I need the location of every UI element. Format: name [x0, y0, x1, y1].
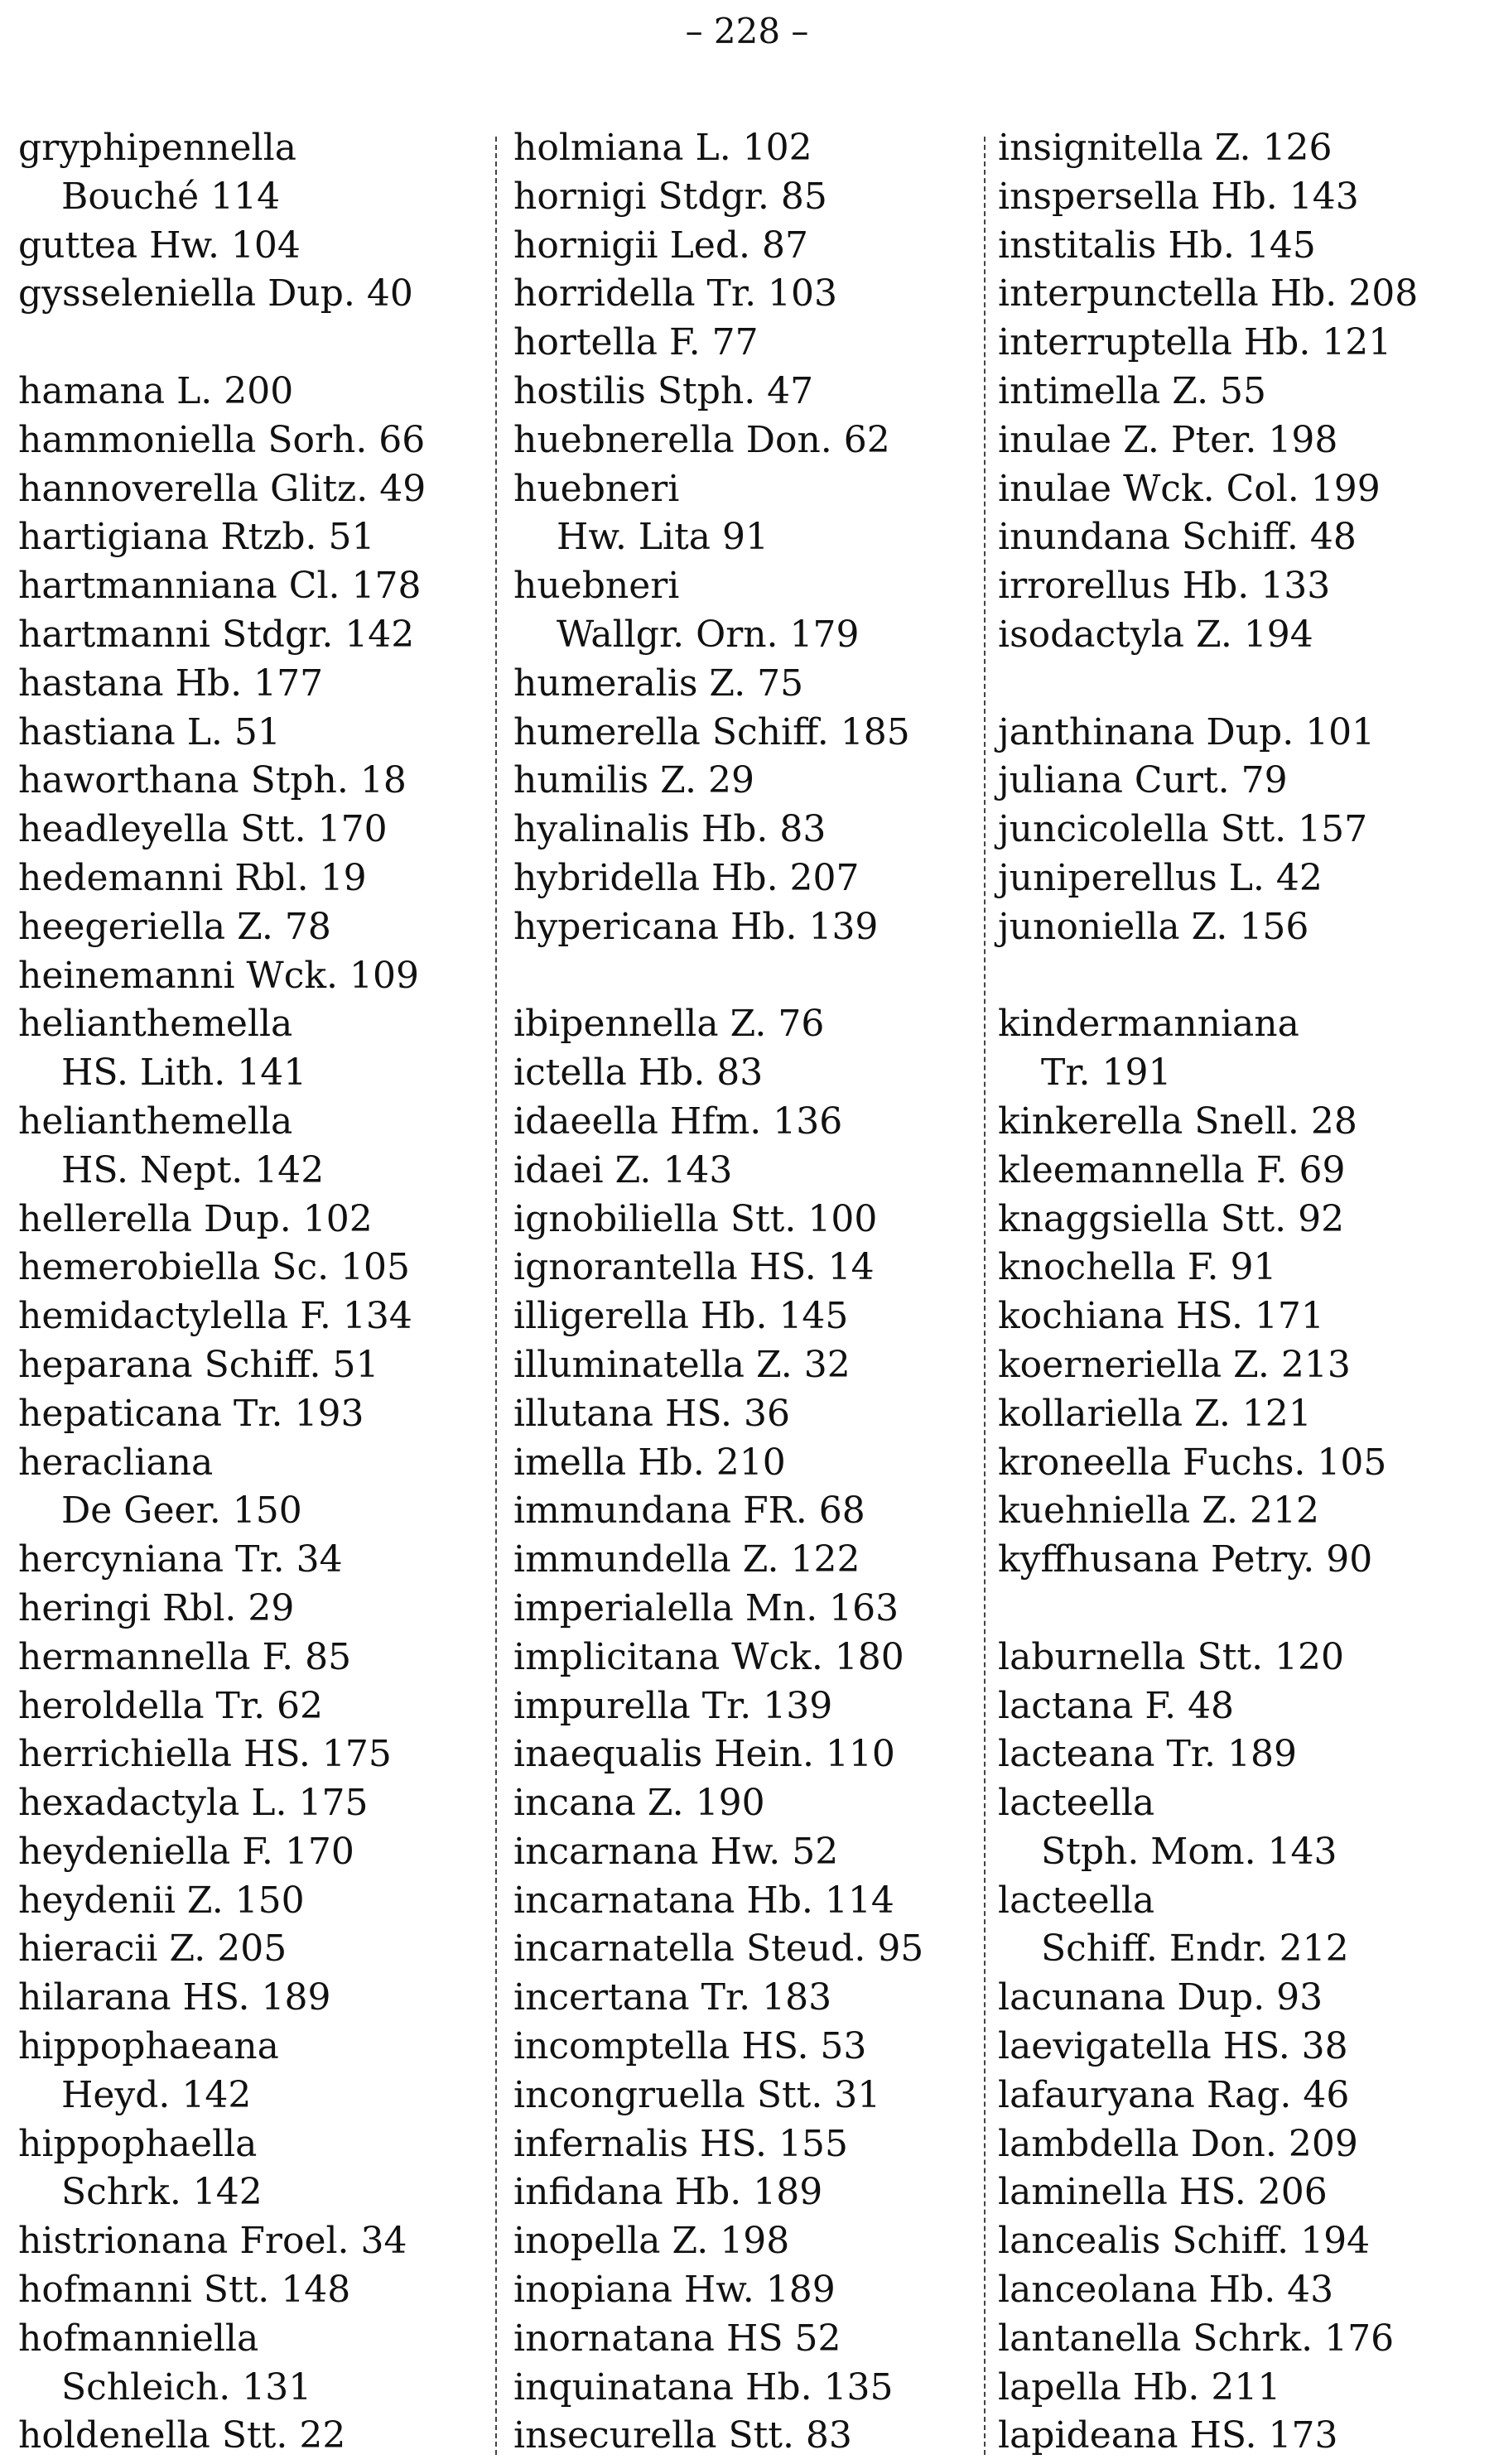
- index-entry: kochiana HS. 171: [998, 1295, 1324, 1338]
- index-entry: ignorantella HS. 14: [513, 1246, 875, 1289]
- index-entry: Schleich. 131: [61, 2365, 312, 2409]
- index-entry: incertana Tr. 183: [513, 1976, 832, 2019]
- index-entry: hammoniella Sorh. 66: [18, 418, 426, 461]
- index-entry: hyalinalis Hb. 83: [513, 808, 827, 851]
- index-entry: lambdella Don. 209: [998, 2122, 1358, 2165]
- index-entry: Stph. Mom. 143: [1041, 1830, 1337, 1873]
- index-entry: hemidactylella F. 134: [18, 1295, 412, 1338]
- index-entry: laevigatella HS. 38: [998, 2025, 1348, 2068]
- index-entry: lapella Hb. 211: [998, 2365, 1281, 2409]
- index-entry: ignobiliella Stt. 100: [513, 1197, 878, 1240]
- index-entry: hostilis Stph. 47: [513, 369, 814, 412]
- index-entry: intimella Z. 55: [998, 369, 1267, 412]
- index-entry: hamana L. 200: [18, 369, 294, 412]
- index-entry: HS. Nept. 142: [61, 1148, 325, 1191]
- index-entry: heroldella Tr. 62: [18, 1684, 324, 1727]
- index-entry: hortella F. 77: [513, 321, 759, 364]
- column-divider-right: [984, 137, 986, 2455]
- index-entry: horridella Tr. 103: [513, 272, 838, 315]
- index-entry: immundella Z. 122: [513, 1538, 860, 1581]
- index-entry: heparana Schiff. 51: [18, 1343, 379, 1386]
- index-entry: humerella Schiff. 185: [513, 710, 910, 753]
- index-entry: ibipennella Z. 76: [513, 1003, 825, 1046]
- index-entry: infidana Hb. 189: [513, 2171, 823, 2214]
- index-entry: inulae Z. Pter. 198: [998, 418, 1338, 461]
- index-column-2: [513, 124, 923, 2461]
- index-entry: insignitella Z. 126: [998, 127, 1333, 169]
- index-entry: hartmanniana Cl. 178: [18, 565, 422, 608]
- index-entry: idaeella Hfm. 136: [513, 1100, 843, 1143]
- index-entry: incarnatana Hb. 114: [513, 1879, 894, 1922]
- index-entry: hannoverella Glitz. 49: [18, 467, 427, 510]
- index-entry: lantanella Schrk. 176: [998, 2317, 1395, 2360]
- index-entry: ictella Hb. 83: [513, 1052, 764, 1095]
- index-entry: kollariella Z. 121: [998, 1392, 1312, 1435]
- index-entry: haworthana Stph. 18: [18, 759, 407, 802]
- index-entry: lacteana Tr. 189: [998, 1733, 1297, 1776]
- index-entry: lapideana HS. 173: [998, 2414, 1338, 2457]
- index-entry: hartmanni Stdgr. 142: [18, 613, 415, 656]
- index-entry: koerneriella Z. 213: [998, 1343, 1351, 1386]
- index-entry: hepaticana Tr. 193: [18, 1392, 364, 1435]
- blank-line: [18, 319, 426, 368]
- index-entry: De Geer. 150: [61, 1489, 302, 1533]
- index-entry: incomptella HS. 53: [513, 2025, 867, 2068]
- index-entry: insecurella Stt. 83: [513, 2414, 852, 2457]
- index-entry: helianthemella: [18, 1003, 293, 1046]
- index-entry: juliana Curt. 79: [998, 759, 1288, 802]
- index-entry: illutana HS. 36: [513, 1392, 790, 1435]
- index-entry: humilis Z. 29: [513, 759, 754, 802]
- index-entry: immundana FR. 68: [513, 1489, 865, 1533]
- index-entry: inornatana HS 52: [513, 2317, 841, 2360]
- index-entry: janthinana Dup. 101: [998, 710, 1376, 753]
- index-entry: institalis Hb. 145: [998, 224, 1316, 267]
- index-entry: inopella Z. 198: [513, 2220, 790, 2263]
- index-entry: hilarana HS. 189: [18, 1976, 331, 2019]
- index-entry: hastana Hb. 177: [18, 662, 324, 705]
- index-entry: incana Z. 190: [513, 1782, 765, 1825]
- index-entry: isodactyla Z. 194: [998, 613, 1313, 656]
- index-entry: kuehniella Z. 212: [998, 1489, 1319, 1533]
- index-entry: inopiana Hw. 189: [513, 2269, 836, 2312]
- index-entry: huebneri: [513, 467, 680, 510]
- index-entry: idaei Z. 143: [513, 1148, 733, 1191]
- index-entry: hippophaella: [18, 2122, 258, 2165]
- index-entry: hofmanni Stt. 148: [18, 2269, 351, 2312]
- index-entry: huebnerella Don. 62: [513, 418, 890, 461]
- index-entry: interpunctella Hb. 208: [998, 272, 1419, 315]
- index-entry: lacteella: [998, 1879, 1155, 1922]
- column-divider-left: [495, 137, 497, 2455]
- index-entry: holdenella Stt. 22: [18, 2414, 346, 2457]
- index-entry: implicitana Wck. 180: [513, 1635, 904, 1678]
- index-entry: impurella Tr. 139: [513, 1684, 833, 1727]
- index-entry: gysseleniella Dup. 40: [18, 272, 413, 315]
- index-entry: inspersella Hb. 143: [998, 175, 1359, 218]
- index-entry: knochella F. 91: [998, 1246, 1277, 1289]
- index-entry: incongruella Stt. 31: [513, 2073, 881, 2116]
- index-entry: illigerella Hb. 145: [513, 1295, 849, 1338]
- index-column-1: [18, 124, 426, 2461]
- index-entry: hermannella F. 85: [18, 1635, 352, 1678]
- index-entry: hellerella Dup. 102: [18, 1197, 373, 1240]
- index-entry: Hw. Lita 91: [557, 516, 769, 559]
- index-entry: inquinatana Hb. 135: [513, 2365, 894, 2409]
- index-entry: Wallgr. Orn. 179: [557, 613, 860, 656]
- index-entry: Schiff. Endr. 212: [1041, 1927, 1349, 1971]
- index-entry: Bouché 114: [61, 175, 281, 218]
- index-entry: herrichiella HS. 175: [18, 1733, 392, 1776]
- index-entry: hastiana L. 51: [18, 710, 281, 753]
- index-entry: hieracii Z. 205: [18, 1927, 287, 1971]
- index-entry: heringi Rbl. 29: [18, 1586, 295, 1629]
- index-entry: juncicolella Stt. 157: [998, 808, 1368, 851]
- index-entry: heydeniella F. 170: [18, 1830, 354, 1873]
- index-entry: heracliana: [18, 1441, 214, 1484]
- index-entry: kroneella Fuchs. 105: [998, 1441, 1387, 1484]
- index-entry: humeralis Z. 75: [513, 662, 804, 705]
- index-entry: holmiana L. 102: [513, 127, 812, 169]
- index-entry: laburnella Stt. 120: [998, 1635, 1345, 1678]
- index-entry: heegeriella Z. 78: [18, 905, 331, 948]
- index-entry: illuminatella Z. 32: [513, 1343, 851, 1386]
- index-entry: inaequalis Hein. 110: [513, 1733, 895, 1776]
- index-entry: lancealis Schiff. 194: [998, 2220, 1371, 2263]
- index-entry: helianthemella: [18, 1100, 293, 1143]
- index-entry: juniperellus L. 42: [998, 856, 1323, 899]
- index-column-3: [998, 124, 1418, 2461]
- index-entry: interruptella Hb. 121: [998, 321, 1392, 364]
- index-entry: heydenii Z. 150: [18, 1879, 305, 1922]
- index-entry: hedemanni Rbl. 19: [18, 856, 367, 899]
- index-entry: lafauryana Rag. 46: [998, 2073, 1350, 2116]
- index-entry: kyffhusana Petry. 90: [998, 1538, 1373, 1581]
- index-entry: inundana Schiff. 48: [998, 516, 1357, 559]
- blank-line: [998, 660, 1418, 709]
- index-entry: headleyella Stt. 170: [18, 808, 388, 851]
- index-entry: Heyd. 142: [61, 2073, 252, 2116]
- index-entry: hercyniana Tr. 34: [18, 1538, 343, 1581]
- index-entry: Schrk. 142: [61, 2171, 263, 2214]
- index-entry: irrorellus Hb. 133: [998, 565, 1331, 608]
- index-entry: HS. Lith. 141: [61, 1052, 307, 1095]
- index-entry: hypericana Hb. 139: [513, 905, 879, 948]
- index-entry: hexadactyla L. 175: [18, 1782, 369, 1825]
- index-entry: lacunana Dup. 93: [998, 1976, 1323, 2019]
- index-entry: hartigiana Rtzb. 51: [18, 516, 375, 559]
- index-entry: lacteella: [998, 1782, 1155, 1825]
- index-entry: lactana F. 48: [998, 1684, 1235, 1727]
- index-entry: heinemanni Wck. 109: [18, 954, 419, 997]
- index-entry: hemerobiella Sc. 105: [18, 1246, 411, 1289]
- index-entry: inulae Wck. Col. 199: [998, 467, 1381, 510]
- blank-line: [998, 1585, 1418, 1634]
- index-entry: gryphipennella: [18, 127, 296, 169]
- index-entry: incarnana Hw. 52: [513, 1830, 839, 1873]
- blank-line: [513, 952, 923, 1001]
- index-entry: kleemannella F. 69: [998, 1148, 1346, 1191]
- index-entry: huebneri: [513, 565, 680, 608]
- index-entry: kindermanniana: [998, 1003, 1299, 1046]
- index-entry: imella Hb. 210: [513, 1441, 786, 1484]
- index-entry: hofmanniella: [18, 2317, 259, 2360]
- page-number: – 228 –: [685, 11, 809, 51]
- index-entry: hippophaeana: [18, 2025, 279, 2068]
- index-entry: knaggsiella Stt. 92: [998, 1197, 1345, 1240]
- index-entry: Tr. 191: [1041, 1052, 1172, 1095]
- index-entry: laminella HS. 206: [998, 2171, 1328, 2214]
- index-entry: incarnatella Steud. 95: [513, 1927, 924, 1971]
- index-entry: imperialella Mn. 163: [513, 1586, 899, 1629]
- index-entry: kinkerella Snell. 28: [998, 1100, 1357, 1143]
- index-entry: hornigi Stdgr. 85: [513, 175, 827, 218]
- index-entry: hornigii Led. 87: [513, 224, 808, 267]
- index-entry: hybridella Hb. 207: [513, 856, 860, 899]
- index-entry: junoniella Z. 156: [998, 905, 1309, 948]
- index-entry: guttea Hw. 104: [18, 224, 301, 267]
- blank-line: [998, 952, 1418, 1001]
- index-entry: infernalis HS. 155: [513, 2122, 848, 2165]
- index-entry: histrionana Froel. 34: [18, 2220, 407, 2263]
- index-entry: lanceolana Hb. 43: [998, 2269, 1334, 2312]
